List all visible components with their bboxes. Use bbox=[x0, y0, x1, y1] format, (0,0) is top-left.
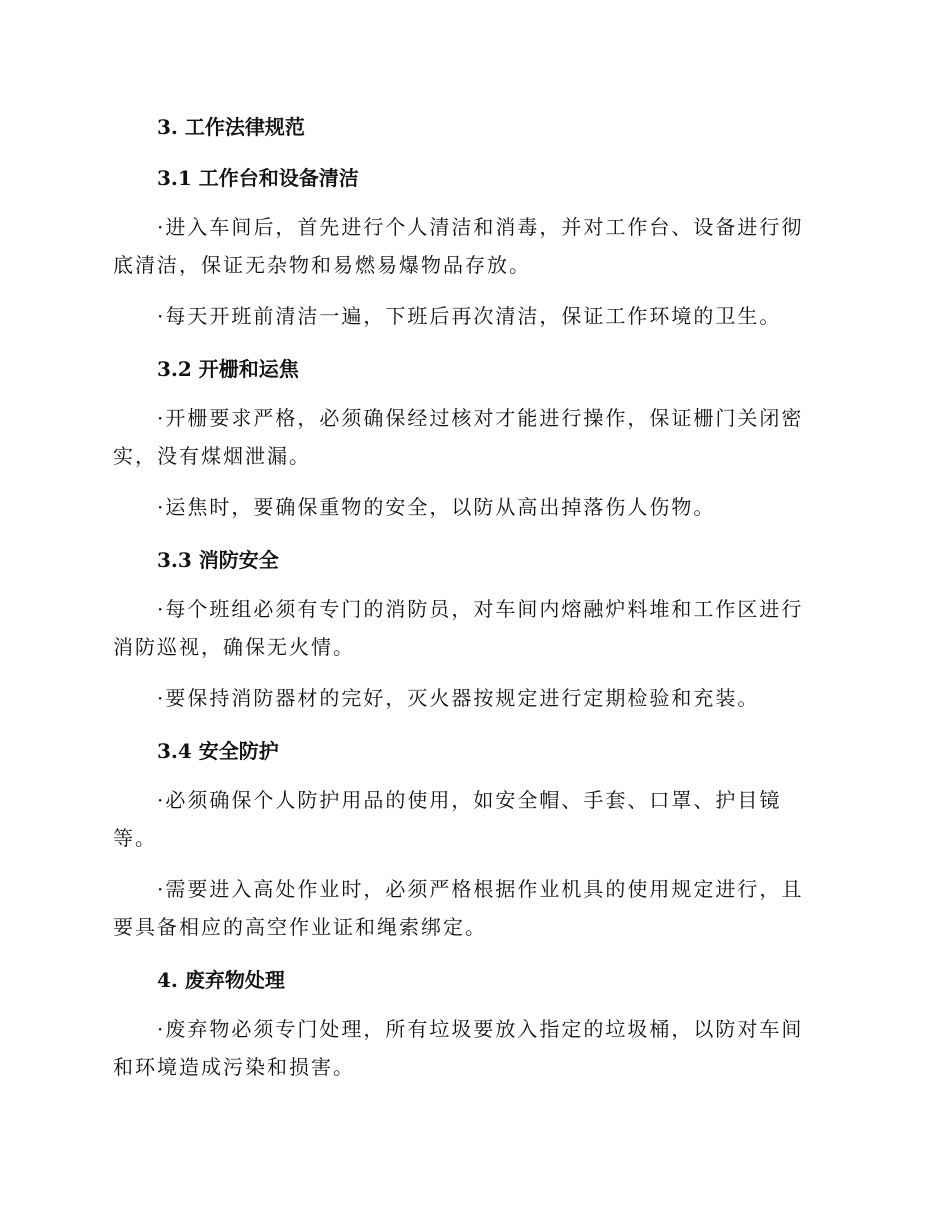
section-heading-3-4: 3.4 安全防护 bbox=[157, 739, 279, 763]
section-heading-3-1: 3.1 工作台和设备清洁 bbox=[157, 166, 359, 190]
paragraph: ·废弃物必须专门处理，所有垃圾要放入指定的垃圾桶，以防对车间和环境造成污染和损害。 bbox=[113, 1017, 804, 1079]
section-heading-3: 3. 工作法律规范 bbox=[157, 115, 305, 139]
paragraph: ·开栅要求严格，必须确保经过核对才能进行操作，保证栅门关闭密实，没有煤烟泄漏。 bbox=[113, 406, 804, 468]
paragraph: ·必须确保个人防护用品的使用，如安全帽、手套、口罩、护目镜等。 bbox=[113, 788, 782, 850]
paragraph: ·运焦时，要确保重物的安全，以防从高出掉落伤人伤物。 bbox=[157, 495, 716, 519]
section-heading-4: 4. 废弃物处理 bbox=[157, 968, 285, 992]
section-heading-3-2: 3.2 开栅和运焦 bbox=[157, 357, 299, 381]
section-heading-3-3: 3.3 消防安全 bbox=[157, 548, 279, 572]
paragraph: ·要保持消防器材的完好，灭火器按规定进行定期检验和充装。 bbox=[157, 686, 760, 710]
paragraph: ·需要进入高处作业时，必须严格根据作业机具的使用规定进行，且要具备相应的高空作业证和绳索绑定。 bbox=[113, 877, 804, 939]
paragraph: ·每个班组必须有专门的消防员，对车间内熔融炉料堆和工作区进行消防巡视，确保无火情。 bbox=[113, 597, 804, 659]
paragraph: ·每天开班前清洁一遍，下班后再次清洁，保证工作环境的卫生。 bbox=[157, 304, 782, 328]
paragraph: ·进入车间后，首先进行个人清洁和消毒，并对工作台、设备进行彻底清洁，保证无杂物和易燃易爆物品存放。 bbox=[113, 215, 804, 277]
